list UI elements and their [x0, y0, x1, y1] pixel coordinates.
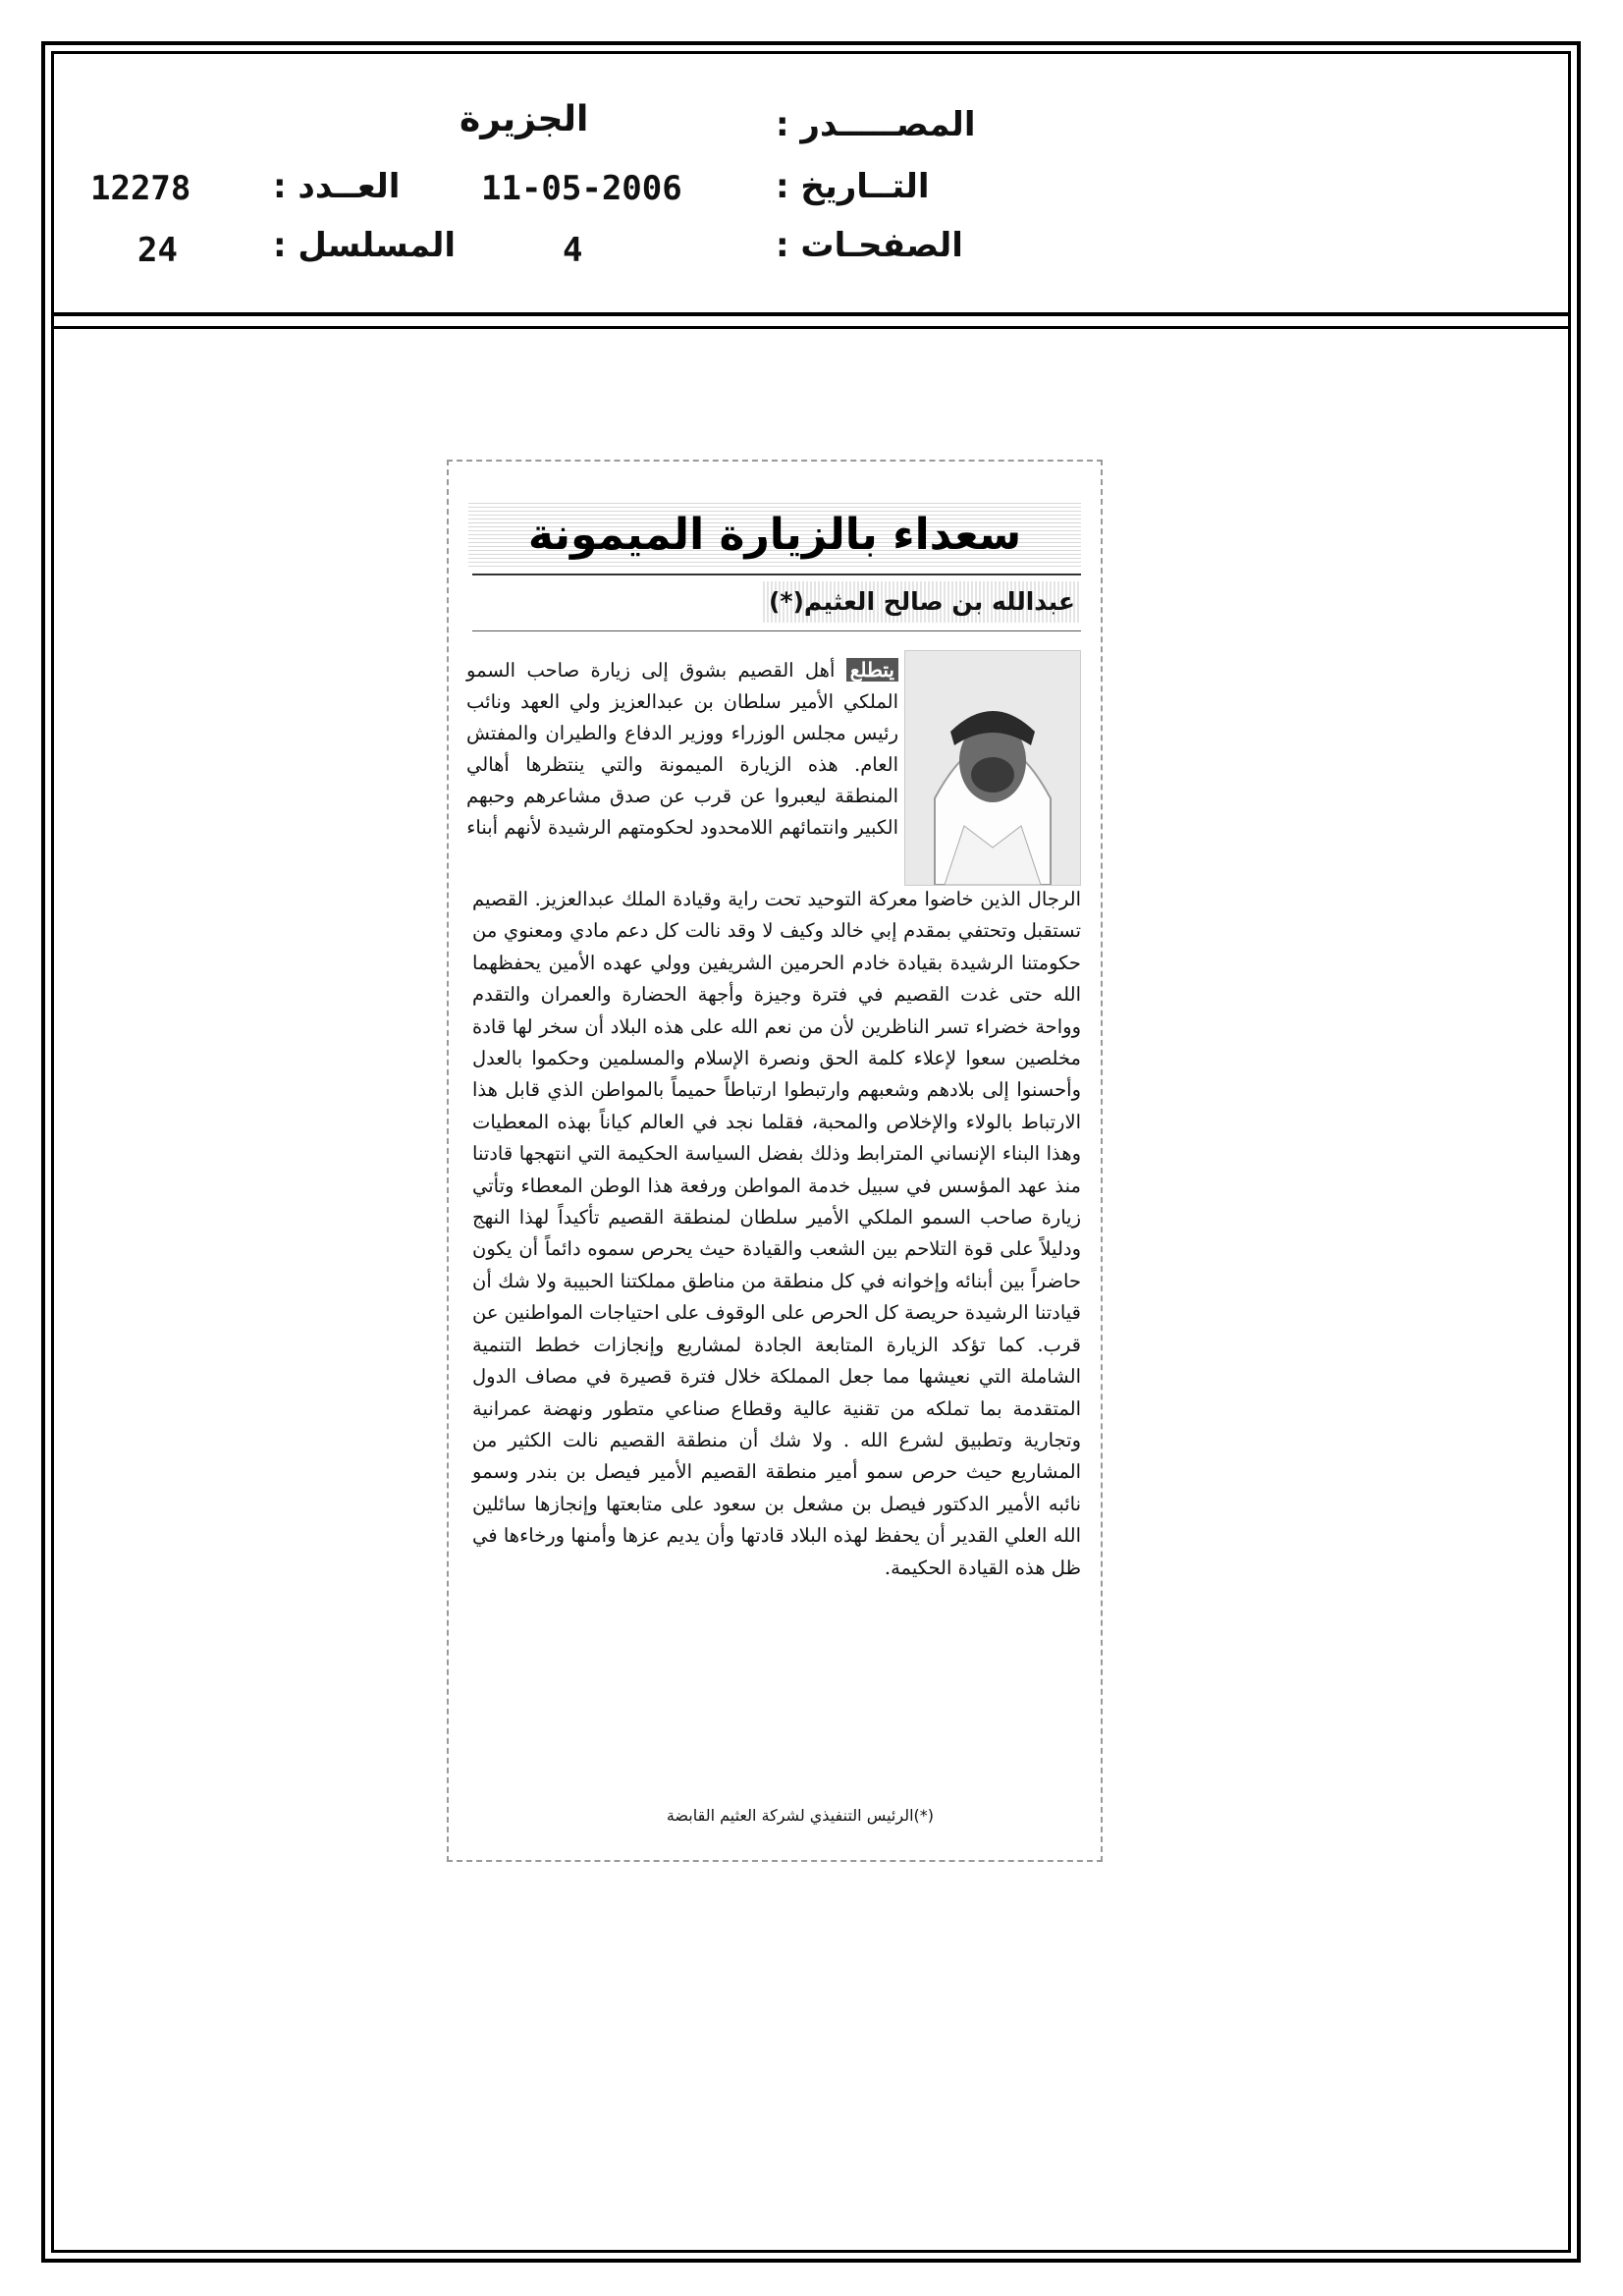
- source-value: الجزيرة: [460, 99, 589, 139]
- header-divider: [51, 312, 1571, 316]
- serial-value: 24: [137, 231, 178, 270]
- author-photo: [904, 650, 1081, 886]
- lead-tag: يتطلع: [846, 658, 898, 682]
- issue-label: العــدد :: [273, 167, 401, 206]
- newspaper-clipping: [447, 460, 1103, 1862]
- serial-label: المسلسل :: [273, 226, 457, 265]
- article-body: الرجال الذين خاضوا معركة التوحيد تحت راية وقيادة الملك عبدالعزيز. القصيم تستقبل وتحتفي بمقدم إبي خالد وكيف لا وقد نالت كل دعم مادي ومعنوي من حكومتنا الرشيدة بقيادة خادم الحرمين الشريفين وولي عهده الأمين يحفظهما الله حتى غدت القصيم في فترة وجيزة وأجهة الحضارة والعمران والتقدم وواحة خضراء تسر الناظرين لأن من نعم الله على هذه البلاد أن سخر لها قادة مخلصين سعوا لإعلاء كلمة الحق ونصرة الإسلام والمسلمين وحكموا بالعدل وأحسنوا إلى بلادهم وشعبهم وارتبطوا ارتباطاً حميماً بالمواطن الذي قابل هذا الارتباط بالولاء والإخلاص والمحبة، فقلما نجد في العالم كياناً بهذه المعطيات وهذا البناء الإنساني المترابط وذلك بفضل السياسة الحكيمة التي انتهجها قادتنا منذ عهد المؤسس في سبيل خدمة المواطن ورفعة هذا الوطن المعطاء وتأتي زيارة صاحب السمو الملكي الأمير سلطان لمنطقة القصيم تأكيداً لهذا النهج ودليلاً على قوة التلاحم بين الشعب والقيادة حيث يحرص سموه دائماً أن يكون حاضراً بين أبنائه وإخوانه في كل منطقة من مناطق مملكتنا الحبيبة ولا شك أن قيادتنا الرشيدة حريصة كل الحرص على الوقوف على احتياجات المواطنين عن قرب. كما تؤكد الزيارة المتابعة الجادة لمشاريع وإنجازات خطط التنمية الشاملة التي نعيشها مما جعل المملكة خلال فترة قصيرة في مصاف الدول المتقدمة بما تملكه من تقنية عالية وقطاع صناعي متطور ونهضة عمرانية وتجارية وتطبيق لشرع الله . ولا شك أن منطقة القصيم نالت الكثير من المشاريع حيث حرص سمو أمير منطقة القصيم الأمير فيصل بن بندر وسمو نائبه الأمير الدكتور فيصل بن مشعل بن سعود على متابعتها وإنجازها سائلين الله العلي القدير أن يحفظ لهذه البلاد قادتها وأن يديم عزها وأمنها ورخاءها في ظل هذه القيادة الحكيمة.: [472, 888, 1081, 1579]
- headline-rule: [472, 574, 1081, 575]
- header-divider-inner: [51, 326, 1571, 329]
- article-intro-text: أهل القصيم بشوق إلى زيارة صاحب السمو الملكي الأمير سلطان بن عبدالعزيز ولي العهد ونائب رئيس مجلس الوزراء ووزير الدفاع والطيران والمفتش العام. هذه الزيارة الميمونة والتي ينتظرها أهالي المنطقة ليعبروا عن قرب عن صدق مشاعرهم وحبهم الكبير وانتمائهم اللامحدود لحكومتهم الرشيدة لأنهم أبناء: [466, 659, 898, 839]
- pages-value: 4: [563, 231, 583, 270]
- date-label: التــاريخ :: [776, 167, 930, 206]
- source-label: المصـــــدر :: [776, 105, 976, 144]
- issue-value: 12278: [90, 169, 191, 208]
- author-portrait-image: [905, 651, 1080, 885]
- article-headline: سعداء بالزيارة الميمونة: [468, 501, 1081, 570]
- author-footnote: (*)الرئيس التنفيذي لشركة العثيم القابضة: [666, 1806, 934, 1825]
- byline-rule: [472, 630, 1081, 631]
- date-value: 11-05-2006: [481, 169, 682, 208]
- article-byline: عبدالله بن صالح العثيم(*): [763, 581, 1081, 623]
- article-intro: [466, 654, 898, 844]
- pages-label: الصفحـات :: [776, 226, 963, 265]
